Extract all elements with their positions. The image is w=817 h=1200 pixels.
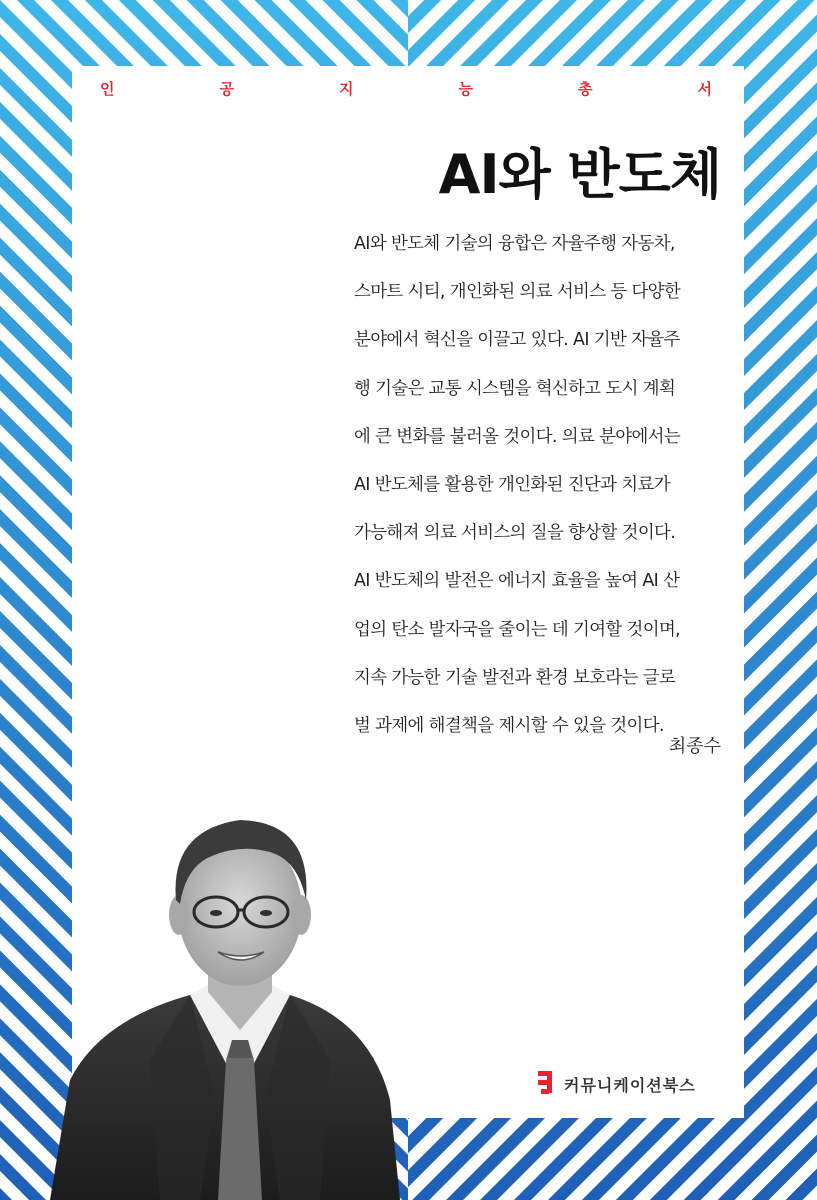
series-char: 지: [339, 80, 354, 98]
author-portrait: [40, 800, 400, 1200]
series-char: 인: [100, 80, 115, 98]
book-title: AI와 반도체: [438, 143, 721, 206]
series-label: [100, 78, 712, 99]
book-description: AI와 반도체 기술의 융합은 자율주행 자동차, 스마트 시티, 개인화된 의료 서비스 등 다양한 분야에서 혁신을 이끌고 있다. AI 기반 자율주 행 기술은 교통 시스템을 혁신하고 도시 계획 에 큰 변화를 불러올 것이다. 의료 분야에서는 AI 반도체를 활용한 개인화된 진단과 치료가 가능해져 의료 서비스의 질을 향상할 것이다. AI 반도체의 발전은 에너지 효율을 높여 AI 산 업의 탄소 발자국을 줄이는 데 기여할 것이며, 지속 가능한 기술 발전과 환경 보호라는 글로 벌 과제에 해결책을 제시할 수 있을 것이다.: [354, 234, 681, 737]
series-char: 공: [219, 80, 234, 98]
publisher-logo-icon: [538, 1071, 556, 1097]
publisher-brand: [538, 1071, 696, 1097]
series-char: 능: [458, 80, 473, 98]
series-char: 서: [697, 80, 712, 98]
publisher-name: 커뮤니케이션북스: [564, 1075, 696, 1095]
series-char: 총: [578, 80, 593, 98]
author-name: 최종수: [668, 736, 721, 757]
